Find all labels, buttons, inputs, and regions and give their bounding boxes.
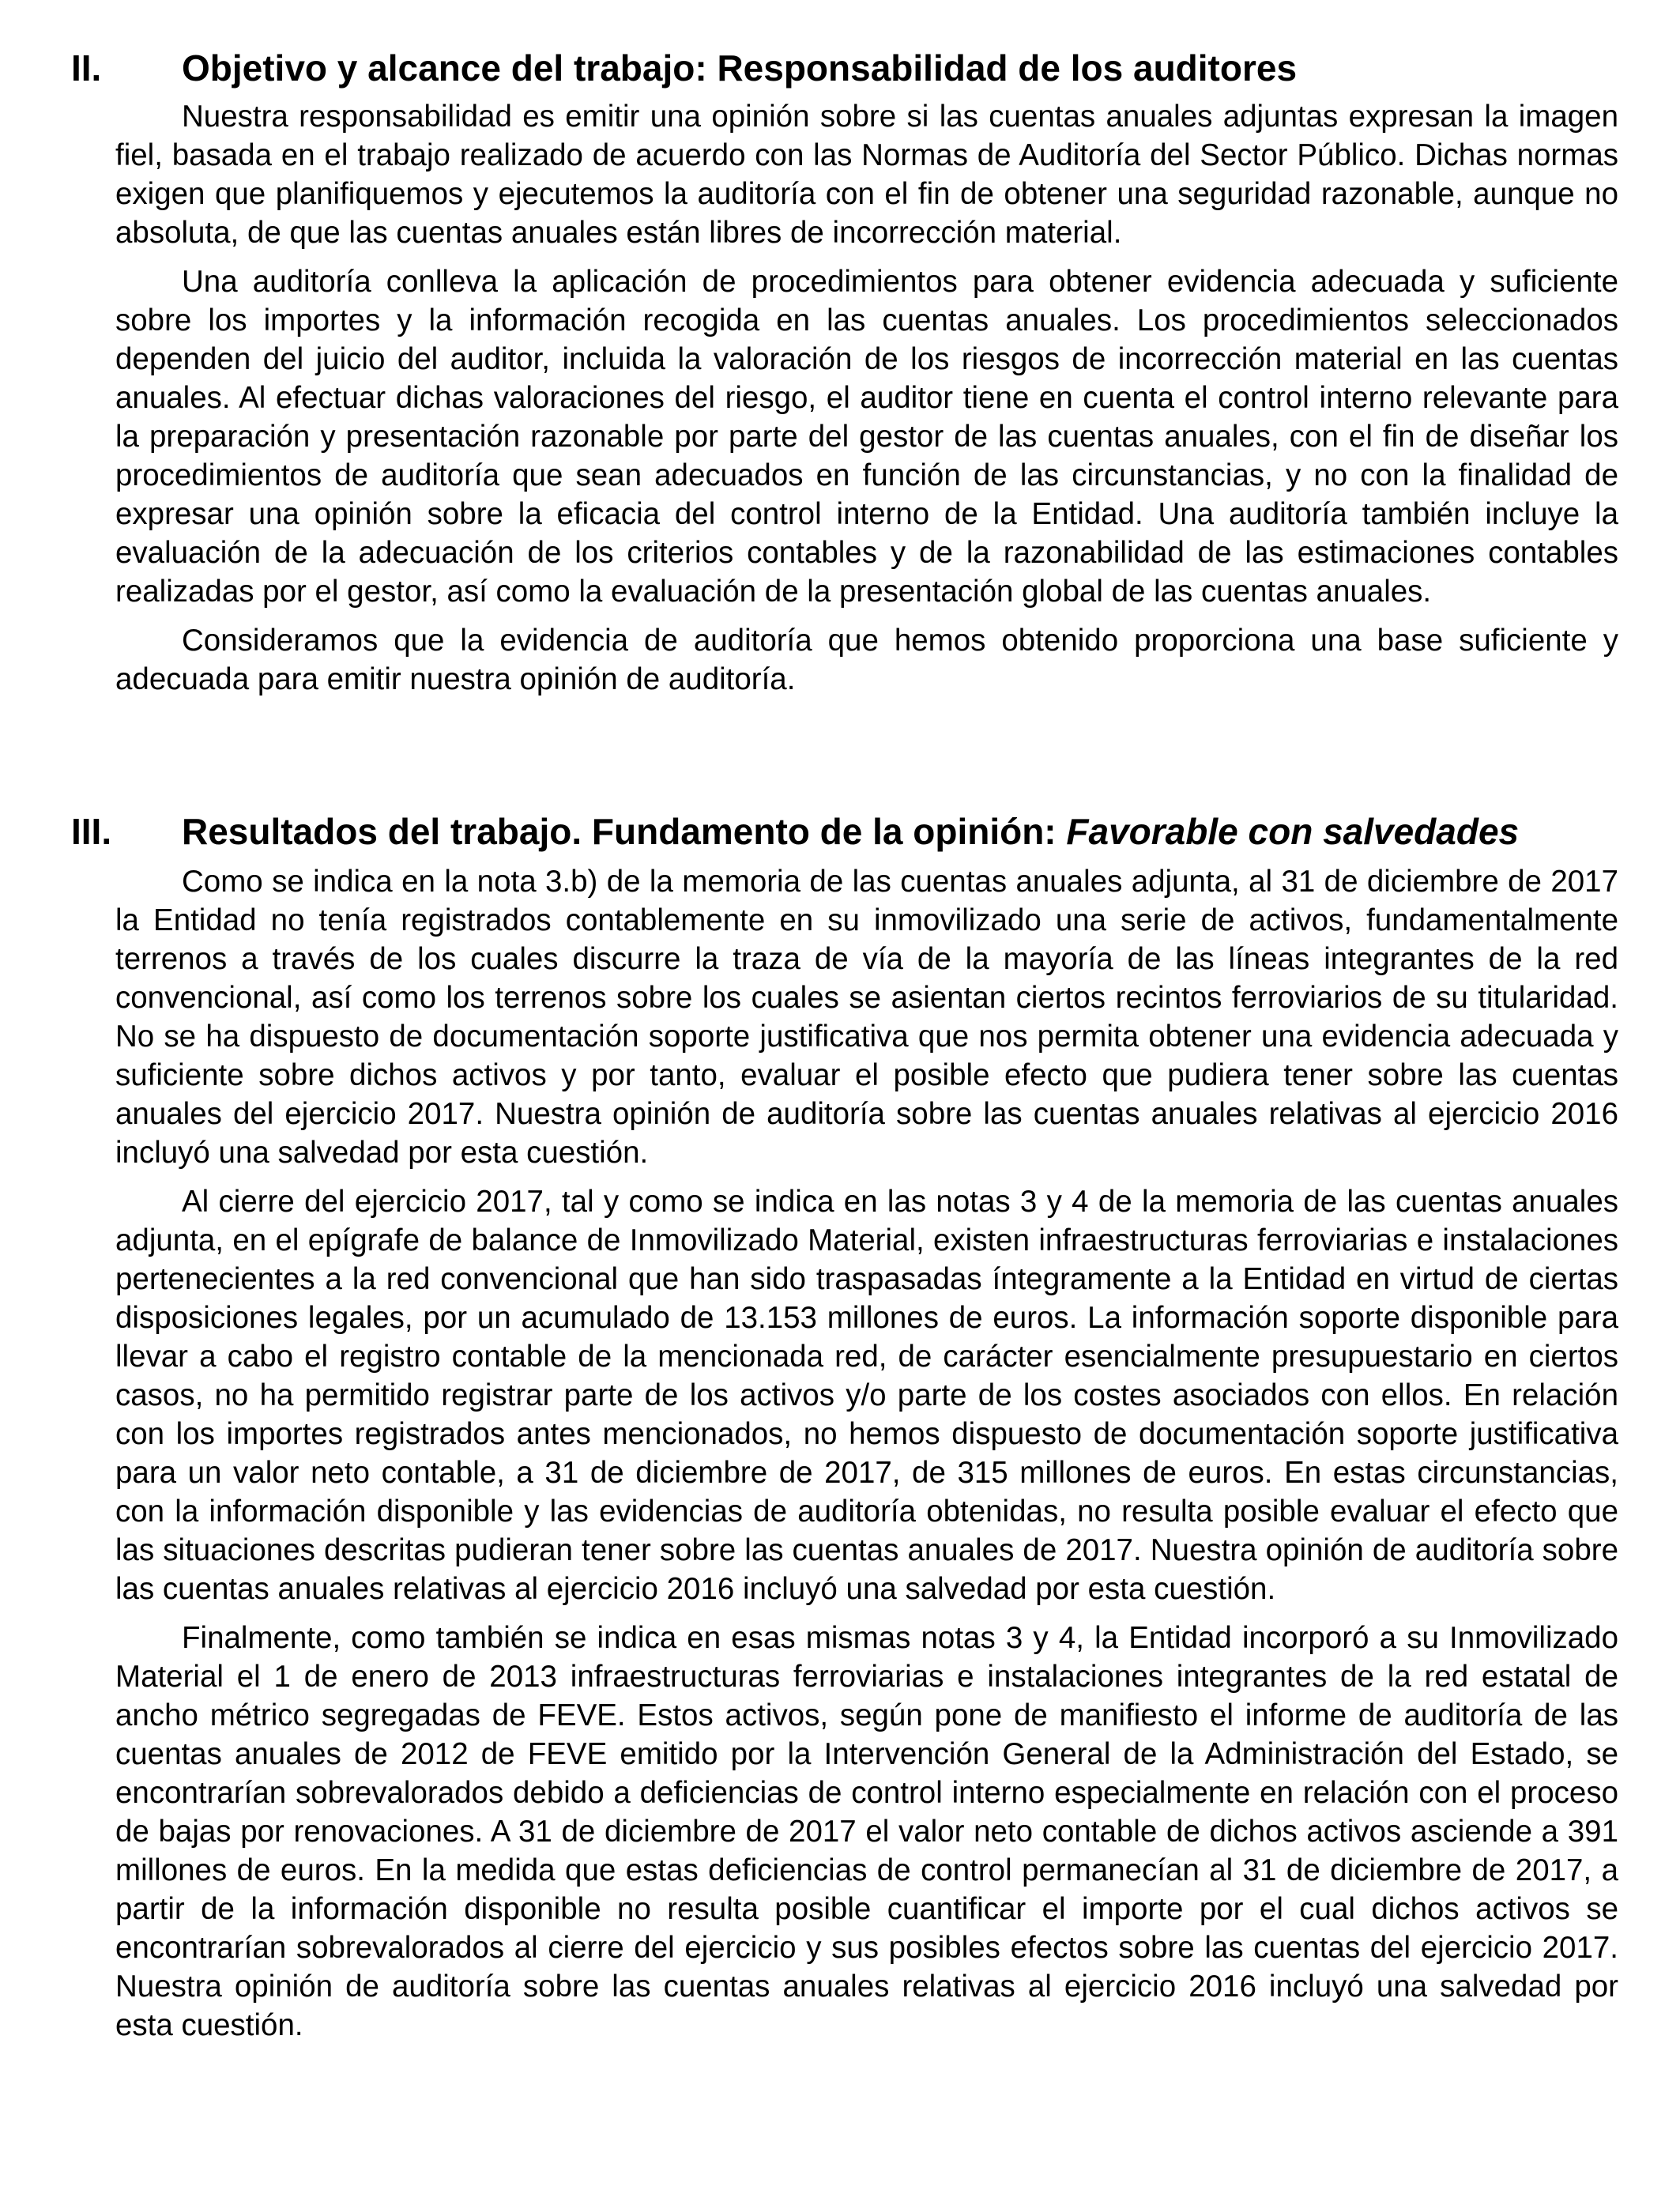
paragraph: Como se indica en la nota 3.b) de la memoria de las cuentas anuales adjunta, al 31 de diciembre de 2017 la Entidad no tenía registrados contablemente en su inmovilizado una serie de activos, fundamentalmente terrenos a través de los cuales discurre la traza de vía de la mayoría de las líneas integrantes de la red convencional, así como los terrenos sobre los cuales se asientan ciertos recintos ferroviarios de su titularidad. No se ha dispuesto de documentación soporte justificativa que nos permita obtener una evidencia adecuada y suficiente sobre dichos activos y por tanto, evaluar el posible efecto que pudiera tener sobre las cuentas anuales del ejercicio 2017. Nuestra opinión de auditoría sobre las cuentas anuales relativas al ejercicio 2016 incluyó una salvedad por esta cuestión. — [115, 865, 1618, 1170]
section-objetivo-alcance — [0, 47, 1618, 699]
section-heading — [0, 47, 1618, 89]
paragraph: Consideramos que la evidencia de auditoría que hemos obtenido proporciona una base suficiente y adecuada para emitir nuestra opinión de auditoría. — [115, 624, 1618, 696]
paragraph: Nuestra responsabilidad es emitir una opinión sobre si las cuentas anuales adjuntas expresan la imagen fiel, basada en el trabajo realizado de acuerdo con las Normas de Auditoría del Sector Público. Dichas normas exigen que planifiquemos y ejecutemos la auditoría con el fin de obtener una seguridad razonable, aunque no absoluta, de que las cuentas anuales están libres de incorrección material. — [115, 100, 1618, 250]
paragraph: Al cierre del ejercicio 2017, tal y como se indica en las notas 3 y 4 de la memoria de las cuentas anuales adjunta, en el epígrafe de balance de Inmovilizado Material, existen infraestructuras ferroviarias e instalaciones pertenecientes a la red convencional que han sido traspasadas íntegramente a la Entidad en virtud de ciertas disposiciones legales, por un acumulado de 13.153 millones de euros. La información soporte disponible para llevar a cabo el registro contable de la mencionada red, de carácter esencialmente presupuestario en ciertos casos, no ha permitido registrar parte de los activos y/o parte de los costes asociados con ellos. En relación con los importes registrados antes mencionados, no hemos dispuesto de documentación soporte justificativa para un valor neto contable, a 31 de diciembre de 2017, de 315 millones de euros. En estas circunstancias, con la información disponible y las evidencias de auditoría obtenidas, no resulta posible evaluar el efecto que las situaciones descritas pudieran tener sobre las cuentas anuales de 2017. Nuestra opinión de auditoría sobre las cuentas anuales relativas al ejercicio 2016 incluyó una salvedad por esta cuestión. — [115, 1185, 1618, 1606]
section-heading — [0, 811, 1618, 853]
section-title-opinion: Favorable con salvedades — [1066, 811, 1520, 852]
paragraph: Finalmente, como también se indica en esas mismas notas 3 y 4, la Entidad incorporó a su Inmovilizado Material el 1 de enero de 2013 infraestructuras ferroviarias e instalaciones integrantes de la red estatal de ancho métrico segregadas de FEVE. Estos activos, según pone de manifiesto el informe de auditoría de las cuentas anuales de 2012 de FEVE emitido por la Intervención General de la Administración del Estado, se encontrarían sobrevalorados debido a deficiencias de control interno especialmente en relación con el proceso de bajas por renovaciones. A 31 de diciembre de 2017 el valor neto contable de dichos activos asciende a 391 millones de euros. En la medida que estas deficiencias de control permanecían al 31 de diciembre de 2017, a partir de la información disponible no resulta posible cuantificar el importe por el cual dichos activos se encontrarían sobrevalorados al cierre del ejercicio y sus posibles efectos sobre las cuentas del ejercicio 2017. Nuestra opinión de auditoría sobre las cuentas anuales relativas al ejercicio 2016 incluyó una salvedad por esta cuestión. — [115, 1621, 1618, 2042]
section-number: III. — [71, 811, 112, 852]
section-resultados — [0, 811, 1618, 2045]
section-title: Resultados del trabajo. Fundamento de la opinión: — [182, 811, 1067, 852]
section-number: II. — [71, 47, 102, 89]
paragraph: Una auditoría conlleva la aplicación de procedimientos para obtener evidencia adecuada y suficiente sobre los importes y la información recogida en las cuentas anuales. Los procedimientos seleccionados dependen del juicio del auditor, incluida la valoración de los riesgos de incorrección material en las cuentas anuales. Al efectuar dichas valoraciones del riesgo, el auditor tiene en cuenta el control interno relevante para la preparación y presentación razonable por parte del gestor de las cuentas anuales, con el fin de diseñar los procedimientos de auditoría que sean adecuados en función de las circunstancias, y no con la finalidad de expresar una opinión sobre la eficacia del control interno de la Entidad. Una auditoría también incluye la evaluación de la adecuación de los criterios contables y de la razonabilidad de las estimaciones contables realizadas por el gestor, así como la evaluación de la presentación global de las cuentas anuales. — [115, 265, 1618, 609]
section-title: Objetivo y alcance del trabajo: Responsabilidad de los auditores — [182, 47, 1298, 89]
